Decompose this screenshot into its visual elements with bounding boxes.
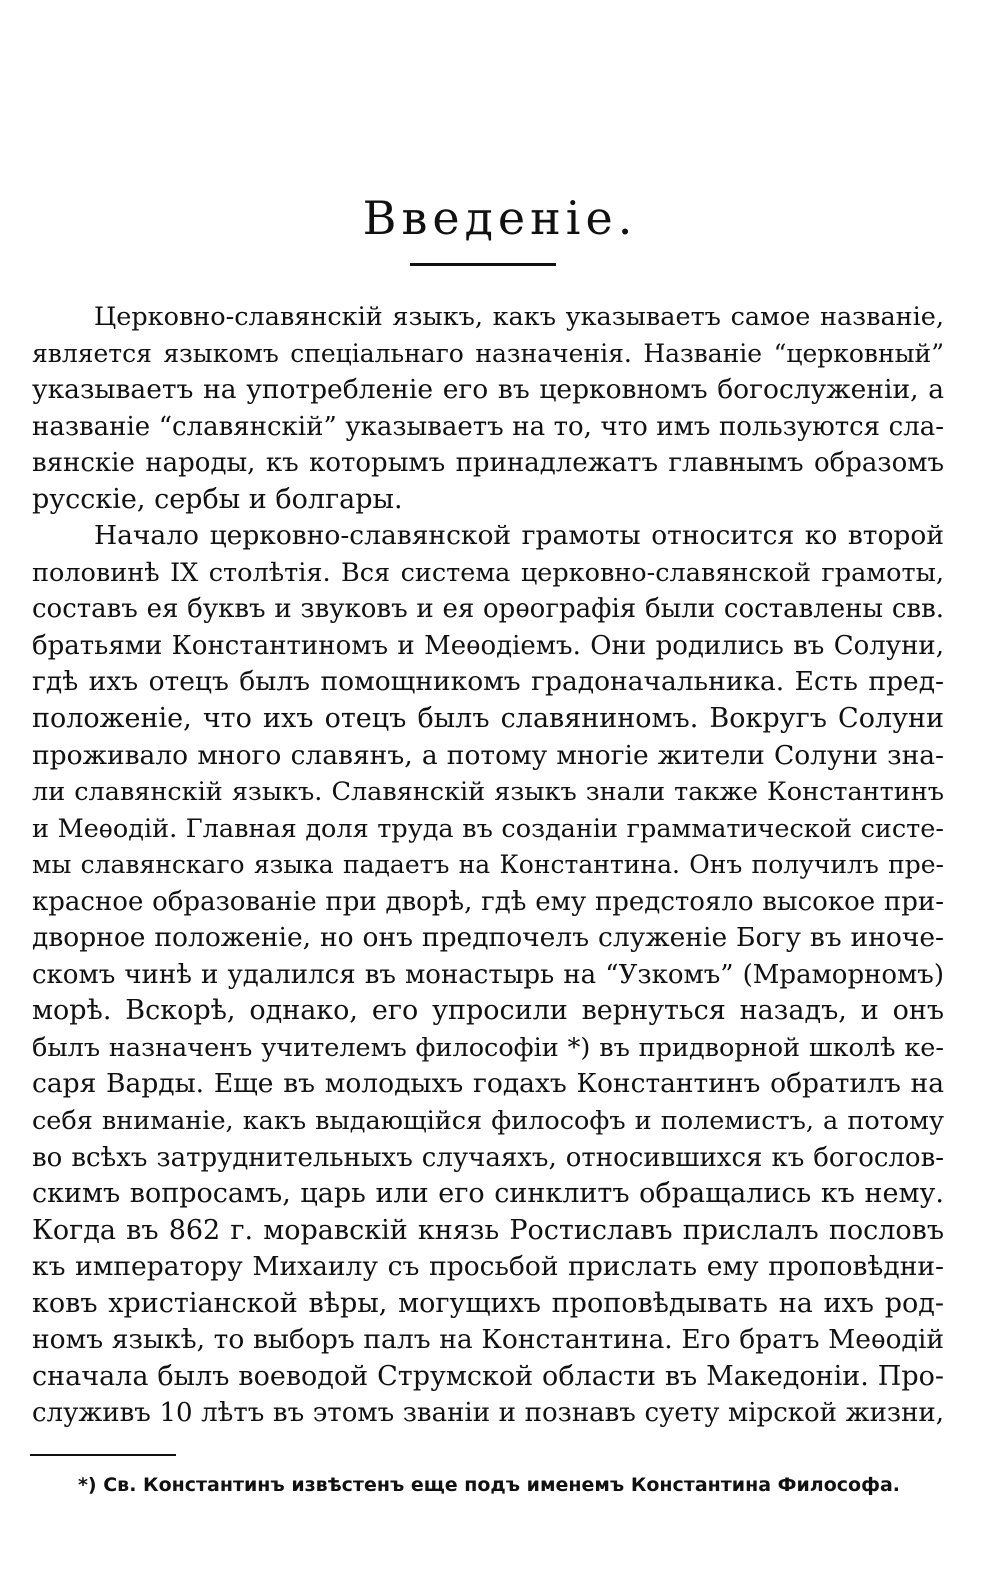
text-line: былъ назначенъ учителемъ философiи *) въ придворной школѣ ке-: [32, 1032, 944, 1063]
text-line: красное образованiе при дворѣ, гдѣ ему предстояло высокое при-: [32, 886, 944, 917]
text-line: и Меѳодiй. Главная доля труда въ созданiи грамматической систе-: [32, 813, 944, 844]
text-line: проживало много славянъ, а потому многiе жители Солуни зна-: [32, 739, 944, 771]
text-line: скимъ вопросамъ, царь или его синклитъ обращались къ нему.: [32, 1178, 944, 1210]
text-line: скомъ чинѣ и удалился въ монастырь на “Узкомъ” (Мраморномъ): [32, 959, 944, 990]
text-line: положенiе, что ихъ отецъ былъ славяниномъ. Вокругъ Солуни: [32, 703, 944, 735]
paragraph: [32, 299, 944, 518]
text-line: указываетъ на употребленiе его въ церковномъ богослуженiи, а: [32, 374, 944, 406]
text-line: ли славянскiй языкъ. Славянскiй языкъ знали также Константинъ: [32, 777, 944, 808]
text-line: половинѣ IX столѣтiя. Вся система церковно-славянской грамоты,: [32, 557, 944, 588]
text-line: названiе “славянскiй” указываетъ на то, что имъ пользуются сла-: [32, 411, 944, 442]
text-line: мы славянскаго языка падаетъ на Константина. Онъ получилъ пре-: [32, 850, 944, 880]
text-line: братьями Константиномъ и Меѳодiемъ. Они родились въ Солуни,: [32, 630, 944, 661]
paragraph: [32, 518, 944, 1432]
title-divider: [410, 263, 556, 266]
text-line: саря Варды. Еще въ молодыхъ годахъ Константинъ обратилъ на: [32, 1068, 944, 1100]
page-title: Введенiе.: [362, 191, 638, 245]
text-line: русскiе, сербы и болгары.: [32, 483, 403, 515]
text-line: Начало церковно-славянской грамоты относится ко второй: [94, 520, 944, 552]
text-line: вянскiе народы, къ которымъ принадлежатъ главнымъ образомъ: [32, 448, 944, 479]
text-line: во всѣхъ затруднительныхъ случаяхъ, относившихся къ богослов-: [32, 1142, 944, 1173]
text-line: ковъ христiанской вѣры, могущихъ проповѣдывать на ихъ род-: [32, 1287, 944, 1319]
body-text: [32, 299, 944, 1432]
text-line: является языкомъ спецiальнаго назначенiя. Названiе “церковный”: [32, 338, 944, 368]
footnote-divider: [30, 1454, 176, 1456]
text-line: составъ ея буквъ и звуковъ и ея орѳографiя были составлены свв.: [32, 594, 944, 625]
text-line: морѣ. Вскорѣ, однако, его упросили вернуться назадъ, и онъ: [32, 995, 944, 1027]
text-line: дворное положенiе, но онъ предпочелъ служенiе Богу въ иноче-: [32, 922, 944, 954]
text-line: Когда въ 862 г. моравскiй князь Ростиславъ прислалъ пословъ: [32, 1214, 944, 1246]
footnote: *) Св. Константинъ извѣстенъ еще подъ именемъ Константина Философа.: [78, 1474, 900, 1496]
text-line: къ императору Михаилу съ просьбой прислать ему проповѣдни-: [32, 1251, 944, 1283]
text-line: Церковно-славянскiй языкъ, какъ указываетъ самое названiе,: [94, 302, 944, 332]
text-line: служивъ 10 лѣтъ въ этомъ званiи и познавъ суету мiрской жизни,: [32, 1398, 944, 1429]
text-line: номъ языкѣ, то выборъ палъ на Константина. Его братъ Меѳодiй: [32, 1324, 944, 1356]
text-line: сначала былъ воеводой Струмской области въ Македонiи. Про-: [32, 1360, 944, 1392]
text-line: себя вниманiе, какъ выдающiйся философъ и полемистъ, а потому: [32, 1106, 944, 1137]
text-line: гдѣ ихъ отецъ былъ помощникомъ градоначальника. Есть пред-: [32, 666, 944, 698]
